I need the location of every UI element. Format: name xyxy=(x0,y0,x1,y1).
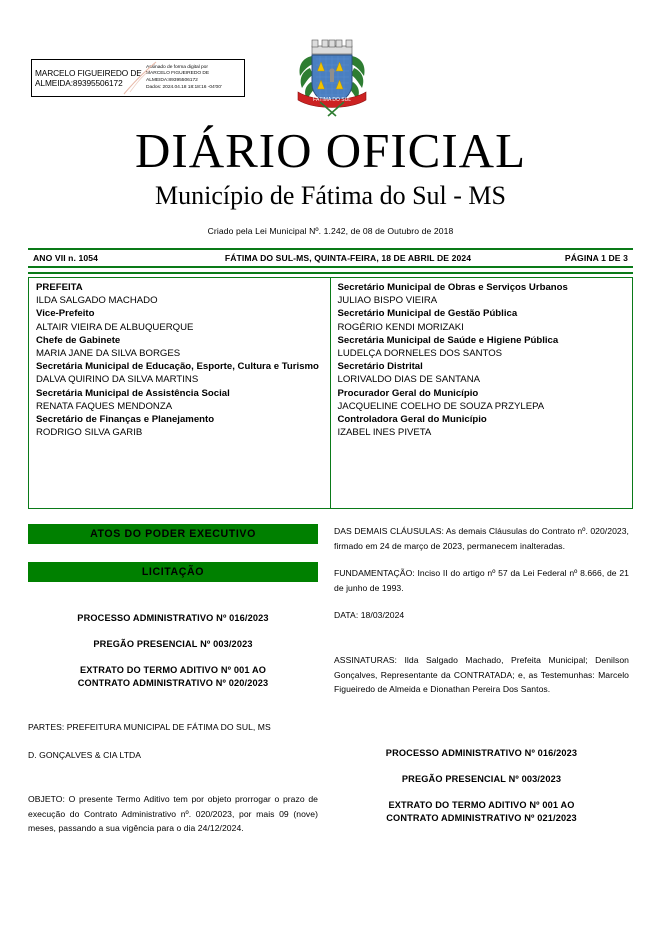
page-title: DIÁRIO OFICIAL xyxy=(135,123,526,178)
official-person: MARIA JANE DA SILVA BORGES xyxy=(36,348,181,360)
spacer xyxy=(28,582,318,612)
banner-spacer xyxy=(28,544,318,562)
official-role: Secretária Municipal de Saúde e Higiene Pública xyxy=(337,334,559,346)
official-role: Secretária Municipal de Assistência Social xyxy=(36,387,230,399)
issue-page-number: PÁGINA 1 DE 3 xyxy=(564,253,628,263)
right-paragraph-data: DATA: 18/03/2024 xyxy=(334,610,405,621)
spacer xyxy=(334,786,629,799)
officials-column-left xyxy=(29,278,331,508)
official-role: Controladora Geral do Município xyxy=(337,414,487,426)
official-role: Secretário Distrital xyxy=(337,361,423,373)
official-role: Vice-Prefeito xyxy=(36,308,95,320)
official-person: LUDELÇA DORNELES DOS SANTOS xyxy=(337,348,503,360)
issue-info-bar xyxy=(28,248,633,268)
left-heading-processo: PROCESSO ADMINISTRATIVO Nº 016/2023 xyxy=(77,613,269,623)
official-person: RENATA FAQUES MENDONZA xyxy=(36,400,173,412)
official-person: ROGÉRIO KENDI MORIZAKI xyxy=(337,321,464,333)
spacer xyxy=(28,625,318,638)
spacer xyxy=(334,553,629,566)
content-column-right xyxy=(334,524,629,825)
left-heading-extrato-line-2: CONTRATO ADMINISTRATIVO Nº 020/2023 xyxy=(77,678,269,688)
right-paragraph-assinaturas: ASSINATURAS: Ilda Salgado Machado, Prefeita Municipal; Denilson Gonçalves, Representante da CONTRATADA; e, as Testemunhas: Marcelo Figueiredo de Almeida e Dionathan Pereira Dos Santos. xyxy=(334,654,629,695)
digital-signature-block xyxy=(31,59,245,97)
official-person: IZABEL INES PIVETA xyxy=(337,427,432,439)
left-paragraph-objeto: OBJETO: O presente Termo Aditivo tem por objeto prorrogar o prazo de execução do Contrato Administrativo nº. 020/2023, por mais 09 (nove) meses, passando a sua vigência para o dia 24/12/2024. xyxy=(28,794,318,834)
masthead xyxy=(0,124,661,238)
info-bar-bottom-rule xyxy=(28,272,633,274)
masthead-law-reference: Criado pela Lei Municipal Nº. 1.242, de 08 de Outubro de 2018 xyxy=(207,226,454,236)
signature-name-line-2: ALMEIDA:89395506172 xyxy=(35,78,123,88)
right-heading-extrato-line-2: CONTRATO ADMINISTRATIVO Nº 021/2023 xyxy=(386,812,577,823)
official-person: JULIAO BISPO VIEIRA xyxy=(337,295,438,307)
official-person: ILDA SALGADO MACHADO xyxy=(36,295,158,307)
right-paragraph-fundamentacao: FUNDAMENTAÇÃO: Inciso II do artigo nº 57 da Lei Federal nº 8.666, de 21 de junho de 1993. xyxy=(334,568,629,593)
official-role: Procurador Geral do Município xyxy=(337,387,479,399)
official-person: RODRIGO SILVA GARIB xyxy=(36,427,143,439)
official-role: Secretário de Finanças e Planejamento xyxy=(36,414,215,426)
signature-name-line-1: MARCELO FIGUEIREDO DE xyxy=(35,67,142,78)
crest-ribbon-text: FÁTIMA DO SUL xyxy=(312,97,352,103)
signature-meta-line-2: MARCELO FIGUEIREDO DE xyxy=(146,71,210,77)
official-role: Secretário Municipal de Gestão Pública xyxy=(337,308,518,320)
signature-signer-name xyxy=(32,68,145,89)
spacer xyxy=(334,760,629,773)
issue-year-number: ANO VII n. 1054 xyxy=(33,253,99,263)
issue-place-date: FÁTIMA DO SUL-MS, QUINTA-FEIRA, 18 DE ABRIL DE 2024 xyxy=(224,253,472,263)
spacer xyxy=(334,697,629,747)
official-role: Secretário Municipal de Obras e Serviços Urbanos xyxy=(337,282,568,293)
left-paragraph-partes: PARTES: PREFEITURA MUNICIPAL DE FÁTIMA DO SUL, MS xyxy=(28,722,271,732)
banner-atos-do-poder-executivo: ATOS DO PODER EXECUTIVO xyxy=(28,524,318,544)
official-person: JACQUELINE COELHO DE SOUZA PRZYLEPA xyxy=(337,400,545,412)
right-paragraph-demais-clausulas: DAS DEMAIS CLÁUSULAS: As demais Cláusulas do Contrato nº. 020/2023, firmado em 24 de março de 2023, permanecem inalteradas. xyxy=(334,526,629,551)
official-person: LORIVALDO DIAS DE SANTANA xyxy=(337,374,481,386)
content-column-left xyxy=(28,524,318,836)
left-heading-extrato-line-1: EXTRATO DO TERMO ADITIVO Nº 001 AO xyxy=(79,665,267,675)
banner-licitacao: LICITAÇÃO xyxy=(28,562,318,582)
official-person: DALVA QUIRINO DA SILVA MARTINS xyxy=(36,374,199,386)
official-role: Secretária Municipal de Educação, Esporte, Cultura e Turismo xyxy=(36,361,319,373)
right-heading-extrato-line-1: EXTRATO DO TERMO ADITIVO Nº 001 AO xyxy=(388,799,575,810)
right-heading-processo: PROCESSO ADMINISTRATIVO Nº 016/2023 xyxy=(385,747,578,758)
spacer xyxy=(28,651,318,664)
spacer xyxy=(28,762,318,792)
masthead-subtitle: Município de Fátima do Sul - MS xyxy=(155,181,506,210)
signature-meta-line-4: Dados: 2024.04.18 18:18:16 -04'00' xyxy=(146,84,222,90)
spacer xyxy=(334,595,629,608)
official-role: PREFEITA xyxy=(36,282,83,293)
right-heading-pregao: PREGÃO PRESENCIAL Nº 003/2023 xyxy=(401,773,562,784)
left-paragraph-contratada: D. GONÇALVES & CIA LTDA xyxy=(28,749,142,760)
spacer xyxy=(28,735,318,748)
spacer xyxy=(334,623,629,653)
signature-meta-line-1: Assinado de forma digital por xyxy=(146,64,208,70)
officials-table xyxy=(28,277,633,509)
spacer xyxy=(28,690,318,720)
official-role: Chefe de Gabinete xyxy=(36,334,121,346)
signature-meta-line-3: ALMEIDA:89395506172 xyxy=(146,78,198,83)
coat-of-arms-icon xyxy=(296,32,368,120)
official-person: ALTAIR VIEIRA DE ALBUQUERQUE xyxy=(36,321,194,333)
left-heading-pregao: PREGÃO PRESENCIAL Nº 003/2023 xyxy=(93,639,253,649)
officials-column-right xyxy=(331,278,633,508)
signature-metadata xyxy=(145,65,244,91)
